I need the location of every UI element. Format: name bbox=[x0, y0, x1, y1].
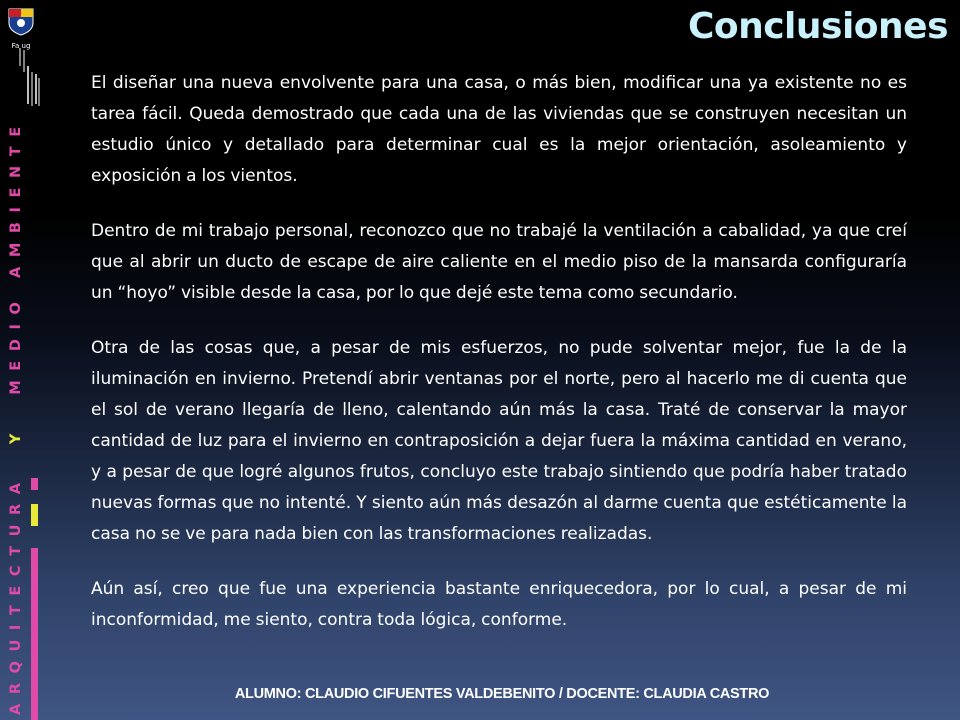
sidebar-part-arquitectura: ARQUITECTURA bbox=[8, 473, 24, 715]
paragraph-4: Aún así, creo que fue una experiencia bastante enriquecedora, por lo cual, a pesar de mi inconformidad, me siento, contra toda lógica, conforme. bbox=[91, 579, 907, 630]
paragraph-1: El diseñar una nueva envolvente para una casa, o más bien, modificar una ya existente no es tarea fácil. Queda demostrado que cada una de las viviendas que se construyen necesitan un estudio único y detallado para determinar cual es la mejor orientación, asoleamiento y exposición a los vientos. bbox=[91, 73, 907, 186]
paragraph-3: Otra de las cosas que, a pesar de mis esfuerzos, no pude solventar mejor, fue la de la iluminación en invierno. Pretendí abrir ventanas por el norte, pero al hacerlo me di cuenta que el sol de verano llegaría de lleno, calentando aún más la casa. Traté de conservar la mayor cantidad de luz para el invierno en contraposición a dejar fuera la máxima cantidad en verano, y a pesar de que logré algunos frutos, concluyo este trabajo sintiendo que podría haber tratado nuevas formas que no intenté. Y siento aún más desazón al darme cuenta que estéticamente la casa no se ve para nada bien con las transformaciones realizadas. bbox=[91, 338, 907, 544]
bar-magenta bbox=[31, 478, 38, 490]
body-text bbox=[91, 68, 907, 660]
paragraph-2: Dentro de mi trabajo personal, reconozco que no trabajé la ventilación a cabalidad, ya que creí que al abrir un ducto de escape de aire caliente en el medio piso de la mansarda configuraría un “hoyo” visible desde la casa, por lo que dejé este tema como secundario. bbox=[91, 221, 907, 303]
bar-yellow bbox=[31, 504, 38, 526]
sidebar-part-y: Y bbox=[8, 424, 24, 445]
bar-magenta-long bbox=[31, 548, 38, 720]
decorative-lines bbox=[18, 48, 42, 108]
sidebar-color-bars bbox=[31, 470, 39, 720]
logo-text: Fa ug bbox=[11, 42, 31, 50]
footer-credits: ALUMNO: CLAUDIO CIFUENTES VALDEBENITO / DOCENTE: CLAUDIA CASTRO bbox=[234, 686, 770, 702]
sidebar-vertical-text bbox=[6, 117, 26, 715]
sidebar-part-medio-ambiente: MEDIO AMBIENTE bbox=[8, 117, 24, 395]
page-title: Conclusiones bbox=[687, 6, 948, 47]
